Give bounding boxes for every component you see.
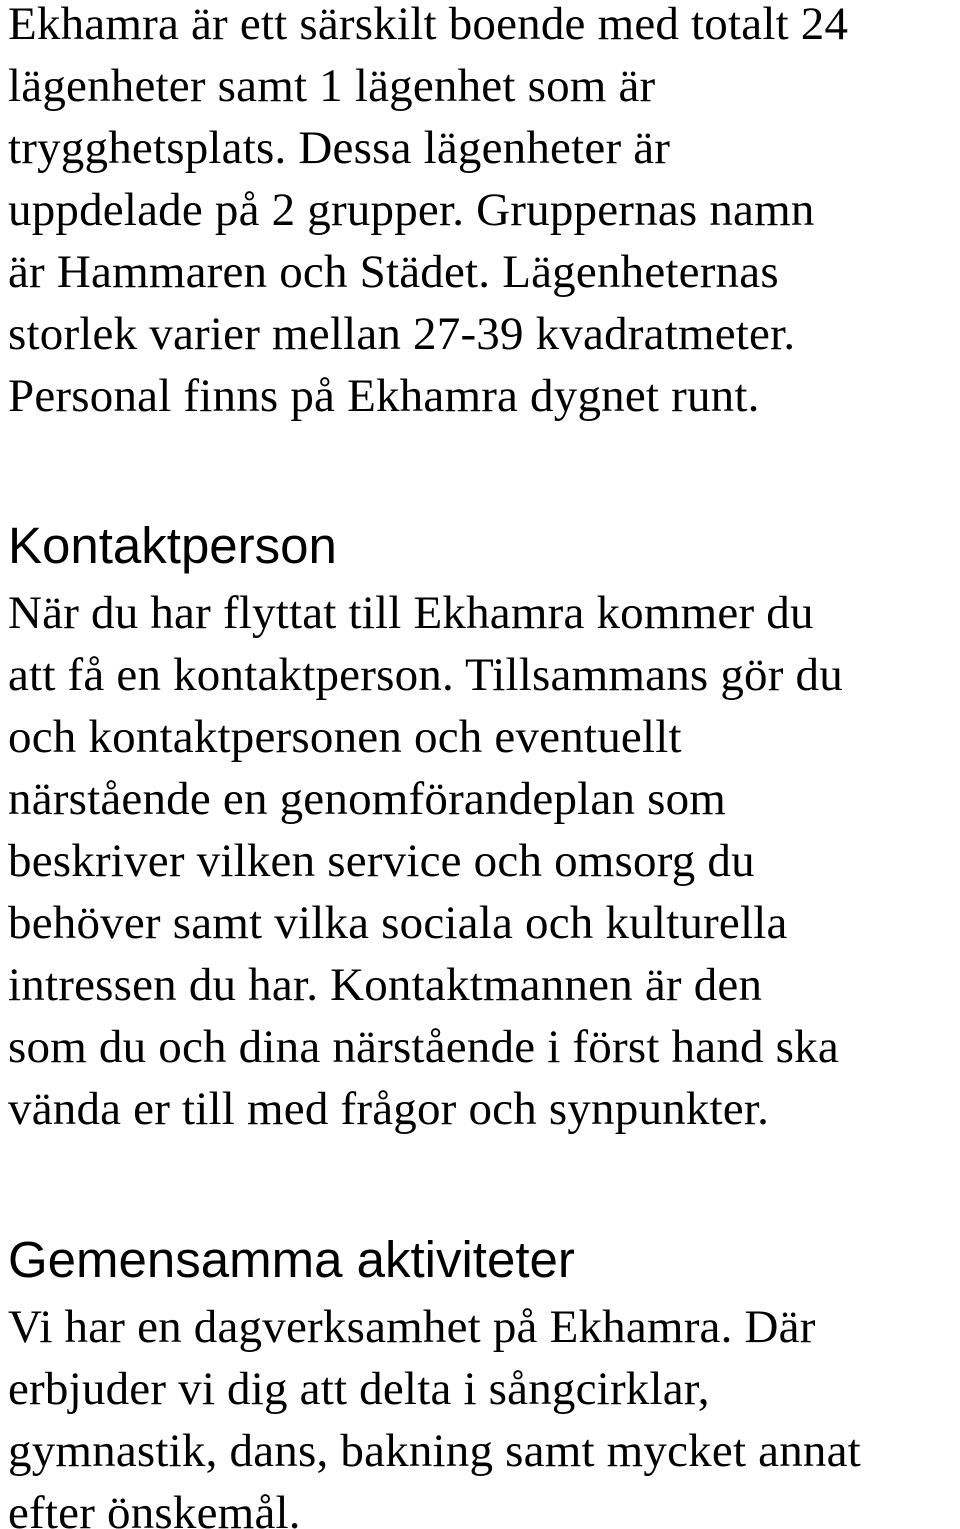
intro-line: Personal finns på Ekhamra dygnet runt.	[8, 370, 760, 422]
intro-line: uppdelade på 2 grupper. Gruppernas namn	[8, 184, 815, 236]
intro-line: trygghetsplats. Dessa lägenheter är	[8, 122, 671, 174]
intro-line: är Hammaren och Städet. Lägenheternas	[8, 246, 779, 298]
kontaktperson-heading: Kontaktperson	[8, 517, 337, 574]
aktiviteter-line: Vi har en dagverksamhet på Ekhamra. Där	[8, 1301, 816, 1353]
kontakt-line: beskriver vilken service och omsorg du	[8, 835, 755, 887]
kontakt-line: närstående en genomförandeplan som	[8, 773, 727, 825]
intro-line: Ekhamra är ett särskilt boende med totalt 24	[8, 0, 849, 50]
kontakt-line: och kontaktpersonen och eventuellt	[8, 711, 682, 763]
kontakt-line: vända er till med frågor och synpunkter.	[8, 1083, 770, 1135]
kontakt-line: intressen du har. Kontaktmannen är den	[8, 959, 763, 1011]
gemensamma-aktiviteter-heading: Gemensamma aktiviteter	[8, 1231, 575, 1288]
kontakt-line: behöver samt vilka sociala och kulturella	[8, 897, 788, 949]
aktiviteter-line: gymnastik, dans, bakning samt mycket annat	[8, 1425, 861, 1477]
kontakt-line: som du och dina närstående i först hand ska	[8, 1021, 839, 1073]
intro-line: lägenheter samt 1 lägenhet som är	[8, 60, 656, 112]
aktiviteter-line: erbjuder vi dig att delta i sångcirklar,	[8, 1363, 710, 1415]
kontakt-line: När du har flyttat till Ekhamra kommer du	[8, 587, 814, 639]
aktiviteter-line: efter önskemål.	[8, 1487, 301, 1529]
kontakt-line: att få en kontaktperson. Tillsammans gör du	[8, 649, 843, 701]
intro-line: storlek varier mellan 27-39 kvadratmeter.	[8, 308, 796, 360]
